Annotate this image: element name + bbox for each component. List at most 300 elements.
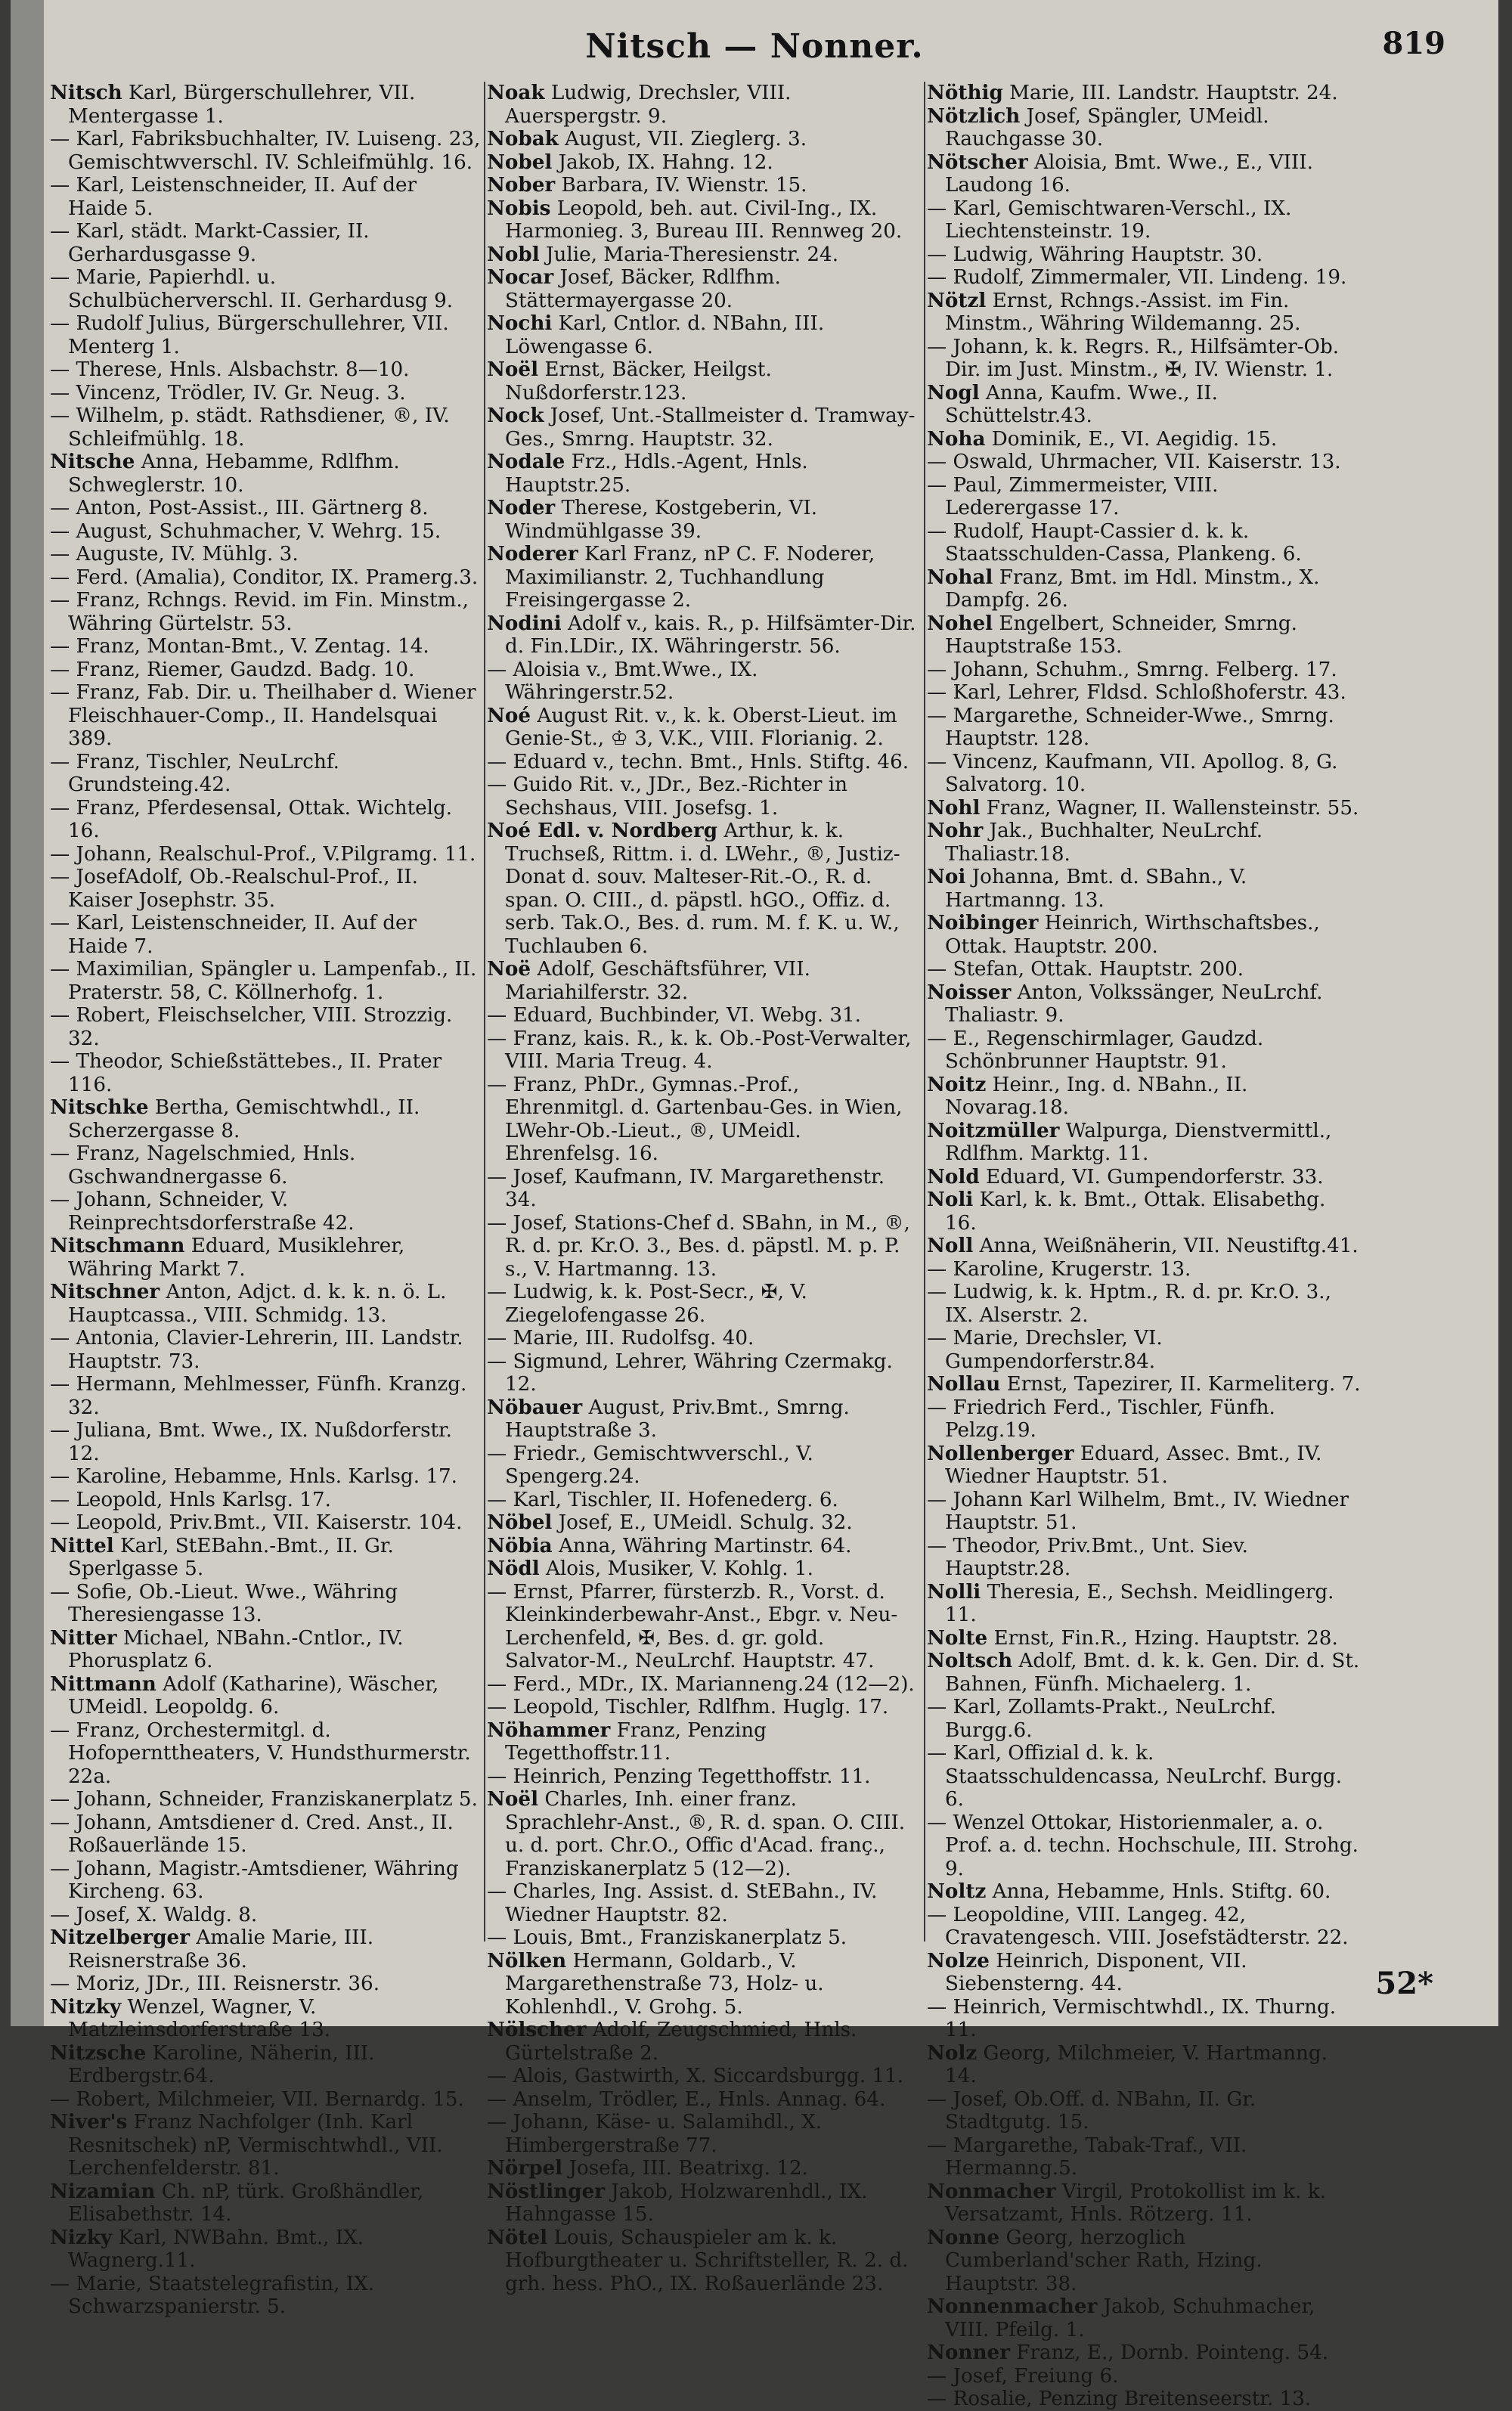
directory-entry xyxy=(50,404,482,451)
entry-text: — Anselm, Trödler, E., Hnls. Annag. 64. xyxy=(487,2087,886,2111)
entry-surname: Nölken xyxy=(487,1948,567,1972)
directory-entry xyxy=(927,1627,1361,1650)
entry-surname: Nöbel xyxy=(487,1511,553,1534)
entry-surname: Noitz xyxy=(927,1072,987,1096)
directory-entry xyxy=(50,1188,482,1235)
directory-entry xyxy=(50,2273,482,2319)
directory-entry xyxy=(927,681,1361,705)
entry-text: — Karl, Tischler, II. Hofenederg. 6. xyxy=(487,1488,838,1511)
entry-text: — Josef, Freiung 6. xyxy=(927,2364,1119,2388)
directory-entry xyxy=(927,705,1361,751)
entry-surname: Nöstlinger xyxy=(487,2179,605,2203)
entry-text: — Vincenz, Trödler, IV. Gr. Neug. 3. xyxy=(50,381,406,404)
entry-surname: Nolli xyxy=(927,1579,981,1604)
directory-entry xyxy=(487,1696,921,1719)
entry-text: Barbara, IV. Wienstr. 15. xyxy=(555,174,807,197)
directory-entry xyxy=(487,1511,921,1535)
directory-entry xyxy=(50,1419,482,1465)
entry-text: — Rudolf Julius, Bürgerschullehrer, VII. Menterg 1. xyxy=(50,312,449,358)
entry-text: — Leopold, Priv.Bmt., VII. Kaiserstr. 104. xyxy=(50,1511,463,1534)
entry-text: — Karl, Zollamts-Prakt., NeuLrchf. Burgg.6. xyxy=(927,1696,1277,1742)
directory-entry xyxy=(487,404,921,451)
entry-text: Marie, III. Landstr. Hauptstr. 24. xyxy=(1002,82,1338,104)
entry-text: — Oswald, Uhrmacher, VII. Kaiserstr. 13. xyxy=(927,451,1341,473)
entry-text: — Eduard v., techn. Bmt., Hnls. Stiftg. 46. xyxy=(487,750,909,773)
entry-text: — Louis, Bmt., Franziskanerplatz 5. xyxy=(487,1926,847,1949)
entry-text: Hermann, Goldarb., V. Margarethenstraße 73, Holz- u. Kohlenhdl., V. Grohg. 5. xyxy=(505,1949,824,2019)
entry-text: — Ferd. (Amalia), Conditor, IX. Pramerg.3. xyxy=(50,566,479,589)
column-3 xyxy=(927,81,1361,2410)
entry-text: Leopold, beh. aut. Civil-Ing., IX. Harmonieg. 3, Bureau III. Rennweg 20. xyxy=(505,197,903,243)
entry-surname: Noël xyxy=(487,358,539,381)
entry-text: — Josef, Ob.Off. d. NBahn, II. Gr. Stadtgutg. 15. xyxy=(927,2087,1256,2134)
directory-entry xyxy=(927,912,1361,958)
directory-entry xyxy=(50,1926,482,1972)
directory-entry xyxy=(50,1096,482,1142)
directory-entry xyxy=(487,1926,921,1950)
entry-surname: Nollenberger xyxy=(927,1441,1074,1465)
entry-text: Heinr., Ing. d. NBahn., II. Novarag.18. xyxy=(945,1073,1248,1119)
entry-text: Karl, k. k. Bmt., Ottak. Elisabethg. 16. xyxy=(945,1188,1326,1235)
directory-entry xyxy=(927,1950,1361,1996)
directory-entry xyxy=(487,1004,921,1027)
directory-entry xyxy=(487,197,921,243)
entry-text: Josef, Bäcker, Rdlfhm. Stättermayergasse 20. xyxy=(505,266,781,312)
directory-entry xyxy=(927,866,1361,912)
directory-entry xyxy=(927,1188,1361,1235)
directory-entry xyxy=(487,358,921,404)
entry-text: Arthur, k. k. Truchseß, Rittm. i. d. LWehr., ®, Justiz-Donat d. souv. Malteser-Rit.-O., R. d. span. O. CIII., d. päpstl. hGO., Offiz. d. serb. Tak.O., Bes. d. rum. M. f. K. u. W., Tuchlauben 6. xyxy=(505,820,900,958)
directory-entry xyxy=(50,1489,482,1512)
entry-text: Franz, Wagner, II. Wallensteinstr. 55. xyxy=(980,796,1359,820)
directory-entry xyxy=(50,82,482,128)
entry-text: Jakob, Holzwarenhdl., IX. Hahngasse 15. xyxy=(505,2180,868,2226)
directory-entry xyxy=(927,751,1361,797)
directory-entry xyxy=(927,2180,1361,2227)
entry-text: — Karoline, Krugerstr. 13. xyxy=(927,1257,1191,1281)
entry-surname: Nöthig xyxy=(927,81,1003,104)
directory-entry xyxy=(487,612,921,659)
directory-entry xyxy=(50,266,482,312)
entry-surname: Nocar xyxy=(487,265,554,289)
directory-entry xyxy=(487,451,921,497)
entry-text: Johanna, Bmt. d. SBahn., V. Hartmanng. 13. xyxy=(945,866,1247,912)
directory-entry xyxy=(50,1811,482,1858)
entry-text: — Johann Karl Wilhelm, Bmt., IV. Wiedner Hauptstr. 51. xyxy=(927,1488,1349,1534)
entry-text: Ch. nP, türk. Großhändler, Elisabethstr. 14. xyxy=(68,2180,424,2226)
entry-text: — Robert, Milchmeier, VII. Bernardg. 15. xyxy=(50,2087,464,2111)
entry-text: — Friedr., Gemischtwverschl., V. Spengerg.24. xyxy=(487,1442,813,1488)
entry-text: Eduard, VI. Gumpendorferstr. 33. xyxy=(979,1165,1324,1188)
entry-text: August, VII. Zieglerg. 3. xyxy=(558,128,807,150)
entry-text: Karl, Cntlor. d. NBahn, III. Löwengasse 6. xyxy=(505,312,825,358)
entry-text: Julie, Maria-Theresienstr. 24. xyxy=(539,243,839,266)
entry-surname: Nittel xyxy=(50,1533,114,1557)
entry-text: Adolf, Geschäftsführer, VII. Mariahilferstr. 32. xyxy=(505,958,810,1004)
directory-entry xyxy=(487,958,921,1004)
entry-text: Anna, Hebamme, Rdlfhm. Schweglerstr. 10. xyxy=(68,451,400,497)
directory-entry xyxy=(50,1788,482,1811)
directory-entry xyxy=(487,128,921,151)
entry-text: — Anton, Post-Assist., III. Gärtnerg 8. xyxy=(50,497,429,519)
directory-entry xyxy=(927,2341,1361,2365)
directory-entry xyxy=(927,659,1361,682)
entry-surname: Nonnenmacher xyxy=(927,2295,1098,2318)
entry-text: — Rudolf, Haupt-Cassier d. k. k. Staatsschulden-Cassa, Plankeng. 6. xyxy=(927,519,1302,566)
directory-entry xyxy=(50,497,482,520)
directory-entry xyxy=(50,589,482,635)
entry-surname: Nölscher xyxy=(487,2018,587,2041)
entry-text: — Karl, Offizial d. k. k. Staatsschuldencassa, NeuLrchf. Burgg. 6. xyxy=(927,1742,1343,1811)
entry-surname: Nitschner xyxy=(50,1280,160,1303)
directory-entry xyxy=(487,2088,921,2112)
entry-surname: Noderer xyxy=(487,542,578,566)
entry-text: Karl, Bürgerschullehrer, VII. Mentergasse 1. xyxy=(68,82,416,128)
page-number: 819 xyxy=(1382,26,1445,61)
entry-text: — Margarethe, Schneider-Wwe., Smrng. Hauptstr. 128. xyxy=(927,704,1334,750)
entry-text: — Heinrich, Penzing Tegetthoffstr. 11. xyxy=(487,1765,871,1788)
entry-text: — Guido Rit. v., JDr., Bez.-Richter in Sechshaus, VIII. Josefsg. 1. xyxy=(487,773,847,820)
entry-text: — Josef, Stations-Chef d. SBahn, in M., ®, R. d. pr. Kr.O. 3., Bes. d. päpstl. M. p. P. s., V. Hartmanng. 13. xyxy=(487,1211,910,1281)
entry-text: Anna, Währing Martinstr. 64. xyxy=(552,1534,852,1557)
entry-surname: Noi xyxy=(927,865,966,888)
directory-entry xyxy=(487,1719,921,1765)
entry-text: — Johann, Schneider, V. Reinprechtsdorferstraße 42. xyxy=(50,1188,355,1235)
entry-text: — Stefan, Ottak. Hauptstr. 200. xyxy=(927,958,1244,981)
directory-entry xyxy=(927,1696,1361,1742)
directory-entry xyxy=(927,1535,1361,1581)
directory-entry xyxy=(50,128,482,174)
directory-entry xyxy=(487,1443,921,1489)
entry-surname: Noisser xyxy=(927,980,1012,1004)
directory-entry xyxy=(927,1235,1361,1258)
entry-surname: Nitzsche xyxy=(50,2041,147,2065)
entry-surname: Nohl xyxy=(927,795,981,820)
directory-entry xyxy=(50,1511,482,1535)
entry-text: Heinrich, Disponent, VII. Siebensterng. 44. xyxy=(945,1949,1247,1995)
directory-entry xyxy=(927,1074,1361,1120)
entry-text: — Paul, Zimmermeister, VIII. Lederergasse 17. xyxy=(927,473,1219,519)
entry-text: — Johann, Amtsdiener d. Cred. Anst., II. Roßauerlände 15. xyxy=(50,1811,454,1857)
directory-entry xyxy=(927,1996,1361,2042)
entry-text: — Johann, Magistr.-Amtsdiener, Währing Kircheng. 63. xyxy=(50,1857,459,1903)
entry-surname: Nöbia xyxy=(487,1533,553,1557)
entry-surname: Nohr xyxy=(927,819,984,842)
entry-text: — Auguste, IV. Mühlg. 3. xyxy=(50,543,299,566)
directory-entry xyxy=(487,1327,921,1350)
entry-text: Eduard, Assec. Bmt., IV. Wiedner Hauptstr. 51. xyxy=(945,1442,1322,1488)
directory-entry xyxy=(50,958,482,1004)
entry-text: Jak., Buchhalter, NeuLrchf. Thaliastr.18. xyxy=(945,820,1263,866)
directory-entry xyxy=(927,1327,1361,1373)
directory-entry xyxy=(927,1489,1361,1535)
directory-entry xyxy=(50,451,482,497)
directory-entry xyxy=(927,2088,1361,2134)
directory-entry xyxy=(487,2065,921,2088)
directory-entry xyxy=(487,243,921,267)
entry-text: — Franz, Nagelschmied, Hnls. Gschwandnergasse 6. xyxy=(50,1142,356,1188)
directory-entry xyxy=(487,2019,921,2065)
entry-surname: Noitzmüller xyxy=(927,1118,1060,1142)
directory-entry xyxy=(487,1166,921,1212)
directory-entry xyxy=(927,566,1361,612)
entry-text: Theresia, E., Sechsh. Meidlingerg. 11. xyxy=(945,1580,1334,1626)
entry-text: Karoline, Näherin, III. Erdbergstr.64. xyxy=(68,2041,375,2087)
entry-surname: Nobis xyxy=(487,196,551,220)
entry-text: Dominik, E., VI. Aegidig. 15. xyxy=(985,427,1278,451)
directory-entry xyxy=(927,1650,1361,1696)
entry-surname: Nötscher xyxy=(927,150,1028,174)
directory-entry xyxy=(487,151,921,175)
entry-text: — Johann, Käse- u. Salamihdl., X. Himbergerstraße 77. xyxy=(487,2111,823,2157)
entry-surname: Noibinger xyxy=(927,911,1039,934)
entry-text: — Johann, Schuhm., Smrng. Felberg. 17. xyxy=(927,658,1337,681)
directory-entry xyxy=(487,1074,921,1166)
entry-surname: Nizamian xyxy=(50,2179,156,2203)
entry-text: — Franz, Rchngs. Revid. im Fin. Minstm., Währing Gürtelstr. 53. xyxy=(50,589,469,635)
entry-surname: Noder xyxy=(487,496,556,519)
directory-entry xyxy=(927,1443,1361,1489)
entry-text: — Karoline, Hebamme, Hnls. Karlsg. 17. xyxy=(50,1465,457,1488)
entry-text: — Marie, Drechsler, VI. Gumpendorferstr.84. xyxy=(927,1327,1163,1373)
entry-text: — Johann, k. k. Regrs. R., Hilfsämter-Ob. Dir. im Just. Minstm., ✠, IV. Wienstr. 1. xyxy=(927,335,1340,381)
directory-entry xyxy=(927,1281,1361,1327)
entry-surname: Nitter xyxy=(50,1625,117,1650)
directory-entry xyxy=(927,2388,1361,2411)
entry-text: — Robert, Fleischselcher, VIII. Strozzig. 32. xyxy=(50,1004,453,1050)
entry-text: — Karl, Fabriksbuchhalter, IV. Luiseng. 23, Gemischtwverschl. IV. Schleifmühlg. 16. xyxy=(50,128,481,174)
directory-entry xyxy=(487,705,921,751)
directory-entry xyxy=(487,82,921,128)
entry-surname: Nitsche xyxy=(50,450,135,473)
directory-entry xyxy=(927,105,1361,151)
directory-entry xyxy=(50,1004,482,1050)
entry-surname: Nobl xyxy=(487,242,540,266)
entry-text: Ludwig, Drechsler, VIII. Auerspergstr. 9. xyxy=(505,82,792,128)
entry-text: — Maximilian, Spängler u. Lampenfab., II. Praterstr. 58, C. Köllnerhofg. 1. xyxy=(50,958,477,1004)
entry-surname: Nodale xyxy=(487,450,565,473)
signature-mark: 52* xyxy=(1375,1966,1433,2001)
directory-entry xyxy=(50,174,482,220)
directory-entry xyxy=(927,451,1361,474)
entry-text: — Franz, Riemer, Gaudzd. Badg. 10. xyxy=(50,658,415,681)
directory-entry xyxy=(50,566,482,590)
entry-text: — Therese, Hnls. Alsbachstr. 8—10. xyxy=(50,358,410,381)
entry-text: Ernst, Tapezirer, II. Karmeliterg. 7. xyxy=(1000,1373,1361,1396)
entry-text: — Karl, Lehrer, Fldsd. Schloßhoferstr. 43. xyxy=(927,681,1346,704)
directory-entry xyxy=(927,981,1361,1027)
entry-text: Adolf v., kais. R., p. Hilfsämter-Dir. d. Fin.LDir., IX. Währingerstr. 56. xyxy=(505,612,916,658)
directory-entry xyxy=(50,1050,482,1096)
entry-surname: Nittmann xyxy=(50,1672,156,1696)
entry-surname: Noak xyxy=(487,81,545,104)
directory-entry xyxy=(487,1765,921,1789)
page-title: Nitsch — Nonner. xyxy=(585,27,924,66)
entry-surname: Noé xyxy=(487,703,531,727)
entry-text: — Theodor, Schießstättebes., II. Prater 116. xyxy=(50,1050,442,1096)
entry-text: — Marie, Papierhdl. u. Schulbücherverschl. II. Gerhardusg 9. xyxy=(50,266,454,312)
entry-text: — Heinrich, Vermischtwhdl., IX. Thurng. 11. xyxy=(927,1995,1337,2041)
entry-text: — Wenzel Ottokar, Historienmaler, a. o. Prof. a. d. techn. Hochschule, III. Strohg. 9. xyxy=(927,1811,1359,1880)
page-edge-shadow xyxy=(11,0,44,2026)
directory-entry xyxy=(487,1581,921,1673)
entry-text: — Sofie, Ob.-Lieut. Wwe., Währing Theresiengasse 13. xyxy=(50,1580,398,1626)
entry-text: — Karl, Leistenschneider, II. Auf der Haide 7. xyxy=(50,912,417,958)
directory-entry xyxy=(50,382,482,405)
entry-text: — Franz, kais. R., k. k. Ob.-Post-Verwalter, VIII. Maria Treug. 4. xyxy=(487,1027,912,1073)
directory-entry xyxy=(50,312,482,358)
entry-surname: Nitsch xyxy=(50,81,122,104)
entry-surname: Noël xyxy=(487,1787,539,1811)
entry-text: Jakob, Schuhmacher, VIII. Pfeilg. 1. xyxy=(945,2295,1315,2341)
entry-text: — Karl, städt. Markt-Cassier, II. Gerhardusgasse 9. xyxy=(50,220,370,266)
directory-entry xyxy=(487,1880,921,1926)
directory-entry xyxy=(927,290,1361,336)
directory-entry xyxy=(50,843,482,866)
entry-text: Frz., Hdls.-Agent, Hnls. Hauptstr.25. xyxy=(505,451,808,497)
directory-entry xyxy=(927,2295,1361,2341)
directory-entry xyxy=(927,958,1361,981)
directory-entry xyxy=(927,520,1361,566)
entry-surname: Nobak xyxy=(487,127,559,150)
entry-text: August Rit. v., k. k. Oberst-Lieut. im Genie-St., ♔ 3, V.K., VIII. Florianig. 2. xyxy=(505,704,897,750)
directory-entry xyxy=(50,1673,482,1719)
directory-entry xyxy=(50,1627,482,1673)
directory-entry xyxy=(50,2111,482,2180)
entry-text: — August, Schuhmacher, V. Wehrg. 15. xyxy=(50,519,442,543)
directory-entry xyxy=(50,797,482,843)
entry-text: — Marie, III. Rudolfsg. 40. xyxy=(487,1327,754,1350)
directory-entry xyxy=(927,1811,1361,1881)
directory-entry xyxy=(487,1489,921,1512)
directory-entry xyxy=(50,2227,482,2273)
directory-entry xyxy=(927,797,1361,820)
directory-entry xyxy=(927,2134,1361,2180)
entry-text: Anna, Hebamme, Hnls. Stiftg. 60. xyxy=(986,1880,1331,1903)
directory-entry xyxy=(50,1996,482,2042)
entry-text: Engelbert, Schneider, Smrng. Hauptstraße 153. xyxy=(945,612,1297,658)
directory-entry xyxy=(50,2180,482,2227)
directory-entry xyxy=(50,1904,482,1927)
directory-entry xyxy=(50,1465,482,1489)
entry-text: Franz Nachfolger (Inh. Karl Resnitschek) nP, Vermischtwhdl., VII. Lerchenfelderstr. 81. xyxy=(68,2111,443,2180)
entry-surname: Nollau xyxy=(927,1372,1001,1396)
entry-text: Karl, StEBahn.-Bmt., II. Gr. Sperlgasse 5. xyxy=(68,1534,394,1580)
entry-surname: Nogl xyxy=(927,380,980,404)
directory-entry xyxy=(487,2111,921,2157)
entry-text: Anton, Volkssänger, NeuLrchf. Thaliastr. 9. xyxy=(945,981,1323,1027)
directory-entry xyxy=(487,659,921,705)
entry-text: — Friedrich Ferd., Tischler, Fünfh. Pelzg.19. xyxy=(927,1396,1275,1442)
entry-text: Josefa, III. Beatrixg. 12. xyxy=(562,2157,808,2180)
entry-text: — Leopoldine, VIII. Langeg. 42, Cravatengesch. VIII. Josefstädterstr. 22. xyxy=(927,1903,1349,1949)
directory-entry xyxy=(50,358,482,382)
directory-entry xyxy=(50,912,482,958)
entry-text: Alois, Musiker, V. Kohlg. 1. xyxy=(539,1557,813,1580)
column-divider xyxy=(924,82,925,1942)
entry-text: — Sigmund, Lehrer, Währing Czermakg. 12. xyxy=(487,1350,893,1396)
entry-surname: Noltsch xyxy=(927,1649,1013,1672)
directory-entry xyxy=(927,2042,1361,2088)
directory-entry xyxy=(927,612,1361,659)
directory-entry xyxy=(487,1212,921,1281)
entry-text: — Johann, Schneider, Franziskanerplatz 5. xyxy=(50,1788,478,1811)
entry-text: — Alois, Gastwirth, X. Siccardsburgg. 11. xyxy=(487,2065,904,2087)
directory-entry xyxy=(50,1858,482,1904)
entry-surname: Nonmacher xyxy=(927,2179,1056,2203)
entry-text: — Ludwig, k. k. Post-Secr., ✠, V. Ziegelofengasse 26. xyxy=(487,1281,807,1327)
entry-surname: Niver's xyxy=(50,2110,128,2134)
entry-text: Georg, Milchmeier, V. Hartmanng. 14. xyxy=(945,2041,1328,2087)
directory-entry xyxy=(487,2180,921,2227)
directory-entry xyxy=(487,1557,921,1581)
entry-surname: Nock xyxy=(487,404,544,427)
entry-text: — Margarethe, Tabak-Traf., VII. Hermanng.5. xyxy=(927,2134,1247,2180)
entry-text: — Josef, X. Waldg. 8. xyxy=(50,1903,258,1926)
entry-text: — Franz, PhDr., Gymnas.-Prof., Ehrenmitgl. d. Gartenbau-Ges. in Wien, LWehr-Ob.-Lieut., ®, UMeidl. Ehrenfelsg. 16. xyxy=(487,1073,903,1165)
entry-text: — Aloisia v., Bmt.Wwe., IX. Währingerstr.52. xyxy=(487,658,758,704)
entry-text: Walpurga, Dienstvermittl., Rdlfhm. Marktg. 11. xyxy=(945,1119,1332,1165)
directory-entry xyxy=(927,2365,1361,2388)
entry-text: Adolf (Katharine), Wäscher, UMeidl. Leopoldg. 6. xyxy=(68,1672,439,1718)
entry-text: Franz, E., Dornb. Pointeng. 54. xyxy=(1009,2341,1329,2364)
directory-entry xyxy=(50,1327,482,1373)
directory-entry xyxy=(927,1880,1361,1904)
directory-entry xyxy=(927,336,1361,382)
entry-text: Anna, Kaufm. Wwe., II. Schüttelstr.43. xyxy=(945,381,1218,427)
directory-entry xyxy=(927,197,1361,243)
entry-text: — Franz, Montan-Bmt., V. Zentag. 14. xyxy=(50,635,429,658)
entry-text: Heinrich, Wirthschaftsbes., Ottak. Hauptstr. 200. xyxy=(945,912,1320,958)
entry-text: Therese, Kostgeberin, VI. Windmühlgasse 39. xyxy=(505,497,818,543)
entry-text: Bertha, Gemischtwhdl., II. Scherzergasse 8. xyxy=(68,1096,420,1142)
directory-entry xyxy=(50,1235,482,1281)
entry-text: — Antonia, Clavier-Lehrerin, III. Landstr. Hauptstr. 73. xyxy=(50,1327,463,1373)
entry-text: — Franz, Pferdesensal, Ottak. Wichtelg. 16. xyxy=(50,796,453,842)
entry-surname: Nitzelberger xyxy=(50,1926,191,1949)
directory-entry xyxy=(487,1535,921,1558)
entry-text: — Charles, Ing. Assist. d. StEBahn., IV. Wiedner Hauptstr. 82. xyxy=(487,1880,878,1926)
directory-entry xyxy=(487,2157,921,2180)
entry-text: Karl Franz, nP C. F. Noderer, Maximilianstr. 2, Tuchhandlung Freisingergasse 2. xyxy=(505,543,875,612)
entry-surname: Nodini xyxy=(487,611,562,635)
entry-surname: Nonner xyxy=(927,2341,1010,2364)
directory-entry xyxy=(487,266,921,312)
entry-text: Charles, Inh. einer franz. Sprachlehr-Anst., ®, R. d. span. O. CIII. u. d. port. Chr.O., Offic d'Acad. franç., Franziskanerplatz 5 (12—2). xyxy=(505,1788,906,1880)
entry-text: — Ludwig, Währing Hauptstr. 30. xyxy=(927,243,1263,266)
directory-entry xyxy=(50,1719,482,1789)
entry-surname: Nörpel xyxy=(487,2156,563,2180)
entry-text: — Franz, Fab. Dir. u. Theilhaber d. Wiener Fleischhauer-Comp., II. Handelsquai 389. xyxy=(50,681,476,750)
directory-entry xyxy=(487,312,921,358)
directory-entry xyxy=(487,1027,921,1074)
entry-text: Virgil, Protokollist im k. k. Versatzamt, Hnls. Rötzerg. 11. xyxy=(945,2180,1326,2226)
directory-entry xyxy=(487,174,921,197)
entry-text: — Rosalie, Penzing Breitenseerstr. 13. xyxy=(927,2388,1312,2410)
directory-entry xyxy=(50,2088,482,2112)
entry-surname: Nohel xyxy=(927,611,993,635)
entry-text: — Franz, Tischler, NeuLrchf. Grundsteing.42. xyxy=(50,750,339,796)
directory-entry xyxy=(487,1950,921,2019)
entry-text: — Ludwig, k. k. Hptm., R. d. pr. Kr.O. 3., IX. Alserstr. 2. xyxy=(927,1281,1331,1327)
entry-surname: Nochi xyxy=(487,311,553,335)
directory-entry xyxy=(927,820,1361,866)
directory-entry xyxy=(487,751,921,774)
entry-text: — Juliana, Bmt. Wwe., IX. Nußdorferstr. 12. xyxy=(50,1419,453,1465)
directory-entry xyxy=(50,1535,482,1581)
entry-text: Eduard, Musiklehrer, Währing Markt 7. xyxy=(68,1235,405,1281)
entry-text: Adolf, Bmt. d. k. k. Gen. Dir. d. St. Bahnen, Fünfh. Michaelerg. 1. xyxy=(945,1650,1360,1696)
